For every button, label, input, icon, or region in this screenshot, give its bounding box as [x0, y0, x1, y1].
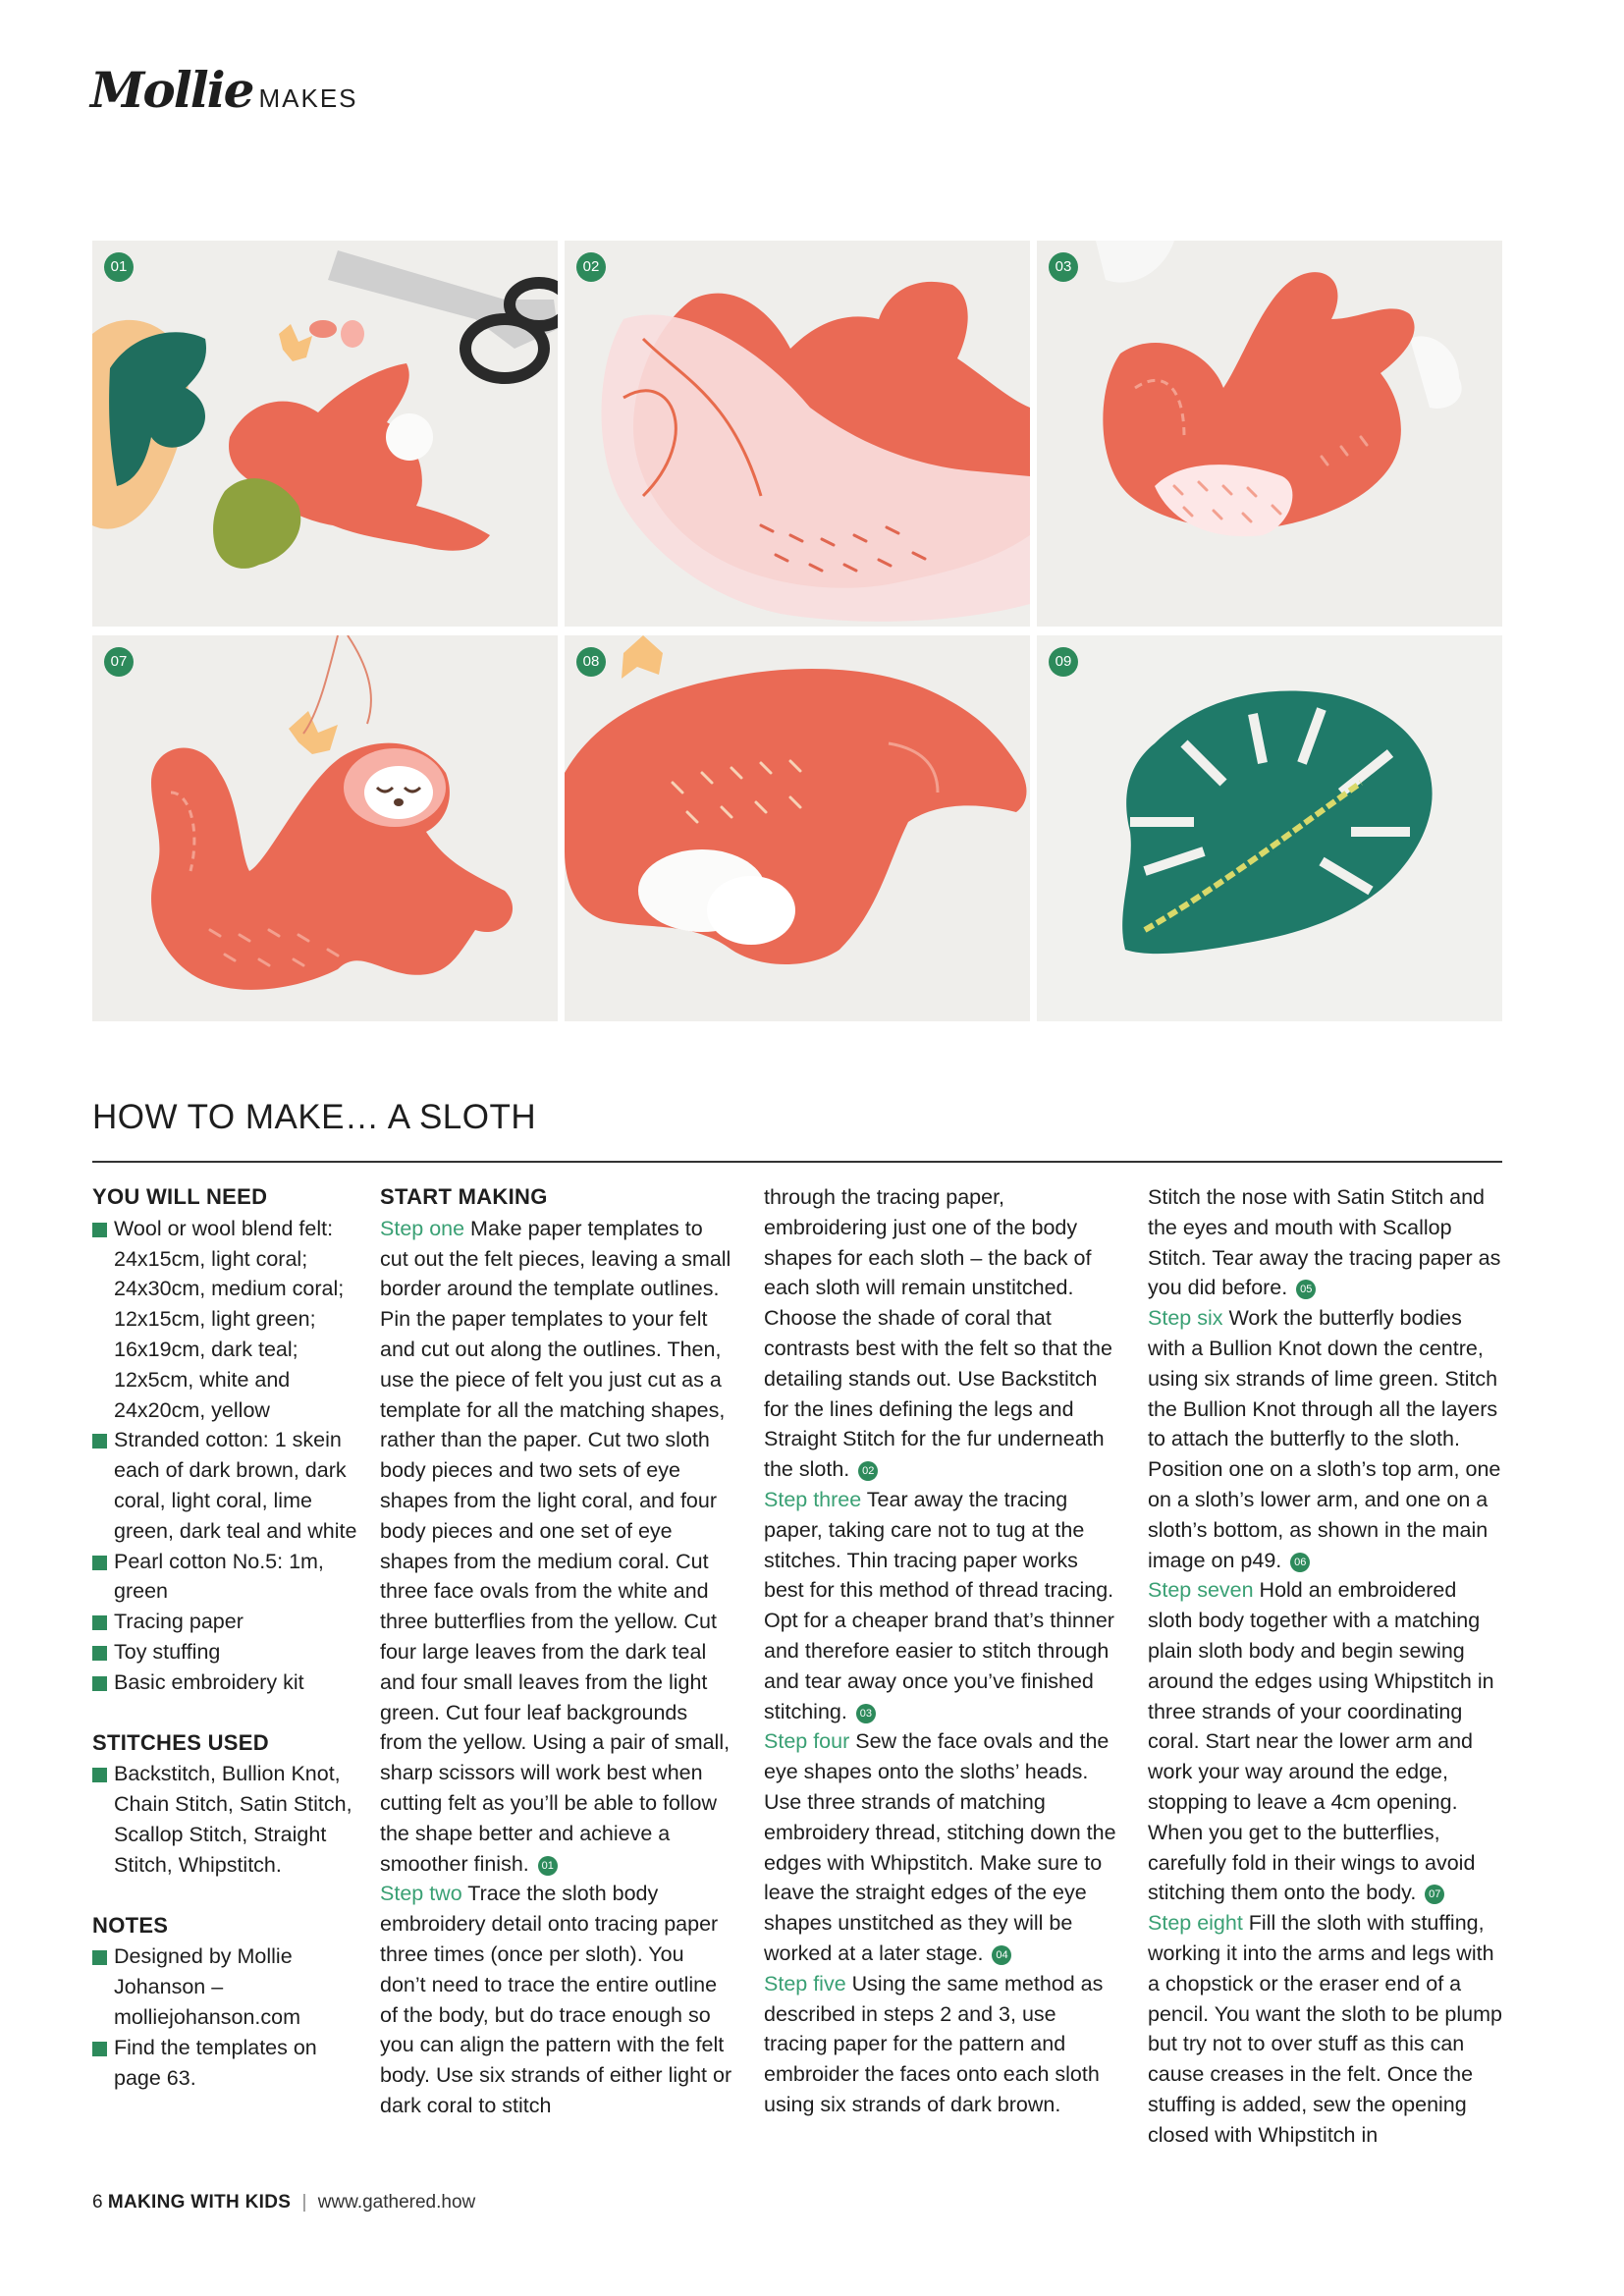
instructions-column-2	[764, 1182, 1117, 2120]
materials-column	[92, 1182, 357, 2093]
step-six-paragraph	[1148, 1303, 1503, 1575]
photo-ref-badge: 01	[538, 1856, 558, 1876]
photo-ref-badge: 07	[1425, 1885, 1444, 1904]
step-label: Step eight	[1148, 1911, 1243, 1936]
notes-heading: NOTES	[92, 1912, 169, 1938]
step-number-badge: 07	[104, 647, 134, 677]
step-text: Tear away the tracing paper, taking care not to tug at the stitches. Thin tracing paper works best for this method of thread tracing. Opt for a cheaper brand that’s thinner and therefore easier to stitch through and tear away once you’ve finished stitching.	[764, 1487, 1114, 1723]
step-number-badge: 08	[576, 647, 606, 677]
step-four-paragraph	[764, 1726, 1117, 1968]
step-text: Stitch the nose with Satin Stitch and the eyes and mouth with Scallop Stitch. Tear away the tracing paper as you did before.	[1148, 1185, 1501, 1300]
step-text: through the tracing paper, embroidering just one of the body shapes for each sloth – the back of each sloth will remain unstitched. Choose the shade of coral that contrasts best with the felt so that the detailing stands out. Use Backstitch for the lines defining the legs and Straight Stitch for the fur underneath the sloth.	[764, 1185, 1112, 1482]
instructions-column-1	[380, 1182, 733, 2121]
step-five-paragraph	[764, 1969, 1117, 2120]
step-text: Fill the sloth with stuffing, working it into the arms and legs with a chopstick or the eraser end of a pencil. You want the sloth to be plump but try not to over stuff as this can cause creases in the felt. Once the stuffing is added, sew the opening closed with Whipstitch in	[1148, 1911, 1502, 2147]
tracing-paper-embroidery-image	[565, 241, 1030, 627]
stitches-used-list	[92, 1759, 357, 1880]
photo-ref-badge: 03	[856, 1704, 876, 1723]
step-label: Step two	[380, 1882, 462, 1906]
stuffing-sloth-image	[565, 635, 1030, 1021]
title-divider	[92, 1161, 1502, 1163]
masthead-logo	[90, 61, 358, 120]
step-one-paragraph	[380, 1214, 733, 1880]
list-item: Pearl cotton No.5: 1m, green	[92, 1547, 357, 1608]
list-item: Backstitch, Bullion Knot, Chain Stitch, Satin Stitch, Scallop Stitch, Straight Stitch, Whipstitch.	[92, 1759, 357, 1880]
step-text: Trace the sloth body embroidery detail onto tracing paper three times (once per sloth). You don’t need to trace the entire outline of the body, but do trace enough so you can align the pattern with the felt body. Use six strands of either light or dark coral to stitch	[380, 1882, 732, 2117]
step-number-badge: 03	[1049, 252, 1078, 282]
step-number-badge: 09	[1049, 647, 1078, 677]
step-three-paragraph	[764, 1485, 1117, 1726]
embroidered-leaf-image	[1037, 635, 1502, 1021]
page-footer	[92, 2192, 475, 2214]
step-photo-01	[92, 241, 558, 627]
step-label: Step one	[380, 1216, 465, 1240]
step-text: Work the butterfly bodies with a Bullion Knot down the centre, using six strands of lime green. Stitch the Bullion Knot through all the layers to attach the butterfly to the sloth. Position one on a sloth’s top arm, one on a sloth’s lower arm, and one on a sloth’s bottom, as shown in the main image on p49.	[1148, 1306, 1501, 1572]
step-text: Hold an embroidered sloth body together with a matching plain sloth body and begin sewing around the edges using Whipstitch in three strands of your coordinating coral. Start near the lower arm and work your way around the edge, stopping to leave a 4cm opening. When you get to the butterflies, carefully fold in their wings to avoid stitching them onto the body.	[1148, 1578, 1494, 1905]
list-item: Basic embroidery kit	[92, 1667, 357, 1698]
step-label: Step four	[764, 1729, 850, 1754]
step-photo-09	[1037, 635, 1502, 1021]
step-two-paragraph	[380, 1879, 733, 2120]
stitches-used-heading: STITCHES USED	[92, 1729, 269, 1755]
step-seven-paragraph	[1148, 1575, 1503, 1908]
photo-ref-badge: 06	[1290, 1553, 1310, 1572]
list-item: Wool or wool blend felt: 24x15cm, light coral; 24x30cm, medium coral; 12x15cm, light green; 16x19cm, dark teal; 12x5cm, white and 24x20cm, yellow	[92, 1214, 357, 1426]
stitched-sloth-body-image	[1037, 241, 1502, 627]
masthead-caps: MAKES	[258, 83, 358, 113]
step-label: Step five	[764, 1971, 846, 1995]
footer-section: MAKING WITH KIDS	[107, 2192, 292, 2213]
list-item: Tracing paper	[92, 1607, 357, 1637]
list-item: Stranded cotton: 1 skein each of dark brown, dark coral, light coral, lime green, dark teal and white	[92, 1425, 357, 1546]
page-number: 6	[92, 2192, 103, 2213]
list-item: Designed by Mollie Johanson – molliejohanson.com	[92, 1941, 357, 2032]
step-photo-07	[92, 635, 558, 1021]
list-item: Toy stuffing	[92, 1637, 357, 1667]
step-photo-02	[565, 241, 1030, 627]
felt-pieces-scissors-image	[92, 241, 558, 627]
step-label: Step three	[764, 1487, 862, 1511]
photo-ref-badge: 02	[858, 1461, 878, 1481]
step-five-continued	[1148, 1182, 1503, 1303]
step-text: Sew the face ovals and the eye shapes onto the sloths’ heads. Use three strands of matching embroidery thread, stitching down the edges with Whipstitch. Make sure to leave the straight edges of the eye shapes unstitched as they will be worked at a later stage.	[764, 1729, 1116, 1965]
page-title: HOW TO MAKE… A SLOTH	[92, 1098, 537, 1136]
sloth-with-face-image	[92, 635, 558, 1021]
step-label: Step six	[1148, 1306, 1223, 1331]
start-making-heading: START MAKING	[380, 1184, 548, 1209]
photo-ref-badge: 05	[1296, 1280, 1316, 1299]
step-eight-paragraph	[1148, 1908, 1503, 2150]
masthead-script: Mollie	[90, 61, 253, 119]
photo-ref-badge: 04	[992, 1945, 1011, 1965]
step-text: Using the same method as described in steps 2 and 3, use tracing paper for the pattern and embroider the faces onto each sloth using six strands of dark brown.	[764, 1971, 1104, 2116]
footer-url: www.gathered.how	[317, 2192, 476, 2213]
step-two-continued	[764, 1182, 1117, 1485]
step-photo-08	[565, 635, 1030, 1021]
step-number-badge: 01	[104, 252, 134, 282]
list-item: Find the templates on page 63.	[92, 2033, 357, 2094]
you-will-need-heading: YOU WILL NEED	[92, 1184, 268, 1209]
notes-list	[92, 1941, 357, 2093]
you-will-need-list	[92, 1214, 357, 1698]
step-label: Step seven	[1148, 1578, 1254, 1603]
instructions-column-3	[1148, 1182, 1503, 2151]
step-text: Make paper templates to cut out the felt pieces, leaving a small border around the template outlines. Pin the paper templates to your felt and cut out along the outlines. Then, use the piece of felt you just cut as a template for all the matching shapes, rather than the paper. Cut two sloth body pieces and two sets of eye shapes from the light coral, and four body pieces and one set of eye shapes from the medium coral. Cut three face ovals from the white and three butterflies from the yellow. Cut four large leaves from the dark teal and four small leaves from the light green. Cut four leaf backgrounds from the yellow. Using a pair of small, sharp scissors will work best when cutting felt as you’ll be able to follow the shape better and achieve a smoother finish.	[380, 1216, 731, 1876]
step-photo-grid	[92, 241, 1502, 1028]
step-photo-03	[1037, 241, 1502, 627]
footer-separator: |	[301, 2192, 307, 2213]
step-number-badge: 02	[576, 252, 606, 282]
